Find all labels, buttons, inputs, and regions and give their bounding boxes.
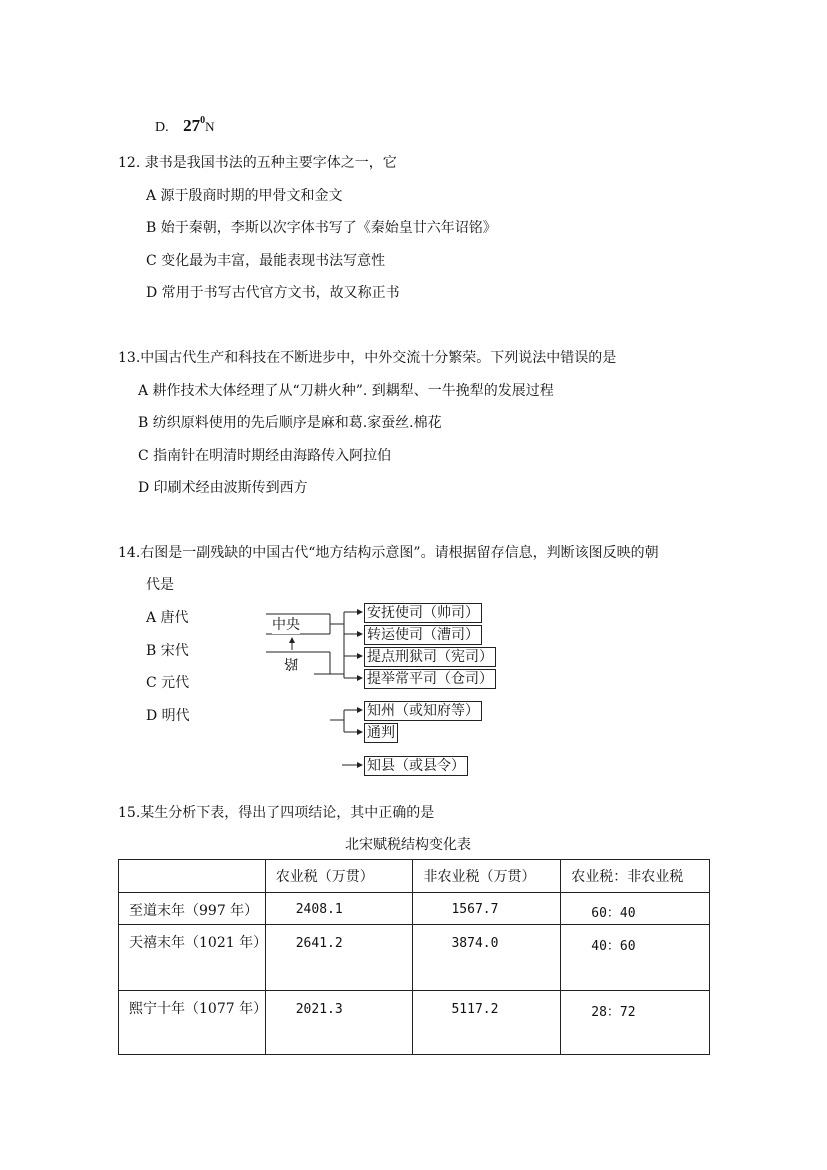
table-row [119,893,710,925]
q14-option-c: C 元代 [146,675,190,691]
diagram-center-label: 中央 [272,617,300,633]
table-row [119,991,710,1055]
table-cell: 40：60 [561,925,710,991]
table-cell: 2641.2 [265,925,413,991]
table-cell: 28：72 [561,991,710,1055]
q12-stem: 12. 隶书是我国书法的五种主要字体之一，它 [118,155,397,171]
county-box: 知县（或县令） [364,756,468,776]
q14-stem-line1: 14.右图是一副残缺的中国古代“地方结构示意图”。请根据留存信息，判断该图反映的朝 [118,545,659,561]
table-header-cell [119,860,266,893]
table-cell: 2408.1 [265,893,413,925]
q11-option-d [155,115,214,136]
route-office-anfu: 安抚使司（帅司） [364,603,482,623]
q14-option-a: A 唐代 [146,610,189,626]
table-header-row [119,860,710,893]
prefect-box: 知州（或知府等） [364,701,482,721]
route-office-tidian: 提点刑狱司（宪司） [364,647,496,667]
q14-option-d: D 明代 [146,708,190,724]
table-cell: 天禧末年（1021 年） [119,925,266,991]
q13-option-b: B 纺织原料使用的先后顺序是麻和葛.家蚕丝.棉花 [138,415,442,431]
q11-option-d-label: D. [155,120,169,135]
q11-option-d-suffix: N [205,119,215,134]
table-header-cell: 农业税：非农业税 [561,860,710,893]
table-cell: 2021.3 [265,991,413,1055]
q13-option-a: A 耕作技术大体经理了从“刀耕火种”. 到耦犁、一牛挽犁的发展过程 [138,383,554,399]
q12-option-c: C 变化最为丰富，最能表现书法写意性 [146,253,386,269]
table-cell: 1567.7 [413,893,561,925]
table-cell: 5117.2 [413,991,561,1055]
table-cell: 熙宁十年（1077 年） [119,991,266,1055]
q13-option-d: D 印刷术经由波斯传到西方 [138,480,308,496]
local-structure-diagram [260,598,500,782]
q11-option-d-value: $27^0$ [183,115,206,135]
table-header-cell: 非农业税（万贯） [413,860,561,893]
tongpan-box: 通判 [364,723,398,743]
table-title: 北宋赋税结构变化表 [345,837,471,853]
table-header-cell: 农业税（万贯） [265,860,413,893]
route-office-zhuanyun: 转运使司（漕司） [364,625,482,645]
table-cell: 至道末年（997 年） [119,893,266,925]
tax-structure-table [118,859,710,1055]
table-cell: 60：40 [561,893,710,925]
q14-stem-line2: 代是 [146,577,174,593]
q12-option-a: A 源于殷商时期的甲骨文和金文 [146,188,343,204]
q13-stem: 13.中国古代生产和科技在不断进步中，中外交流十分繁荣。下列说法中错误的是 [118,350,617,366]
q14-option-b: B 宋代 [146,643,189,659]
route-office-tiju: 提举常平司（仓司） [364,669,496,689]
diagram-route-label: 路 [284,655,298,671]
table-row [119,925,710,991]
q12-option-b: B 始于秦朝，李斯以次字体书写了《秦始皇廿六年诏铭》 [146,220,497,236]
q12-option-d: D 常用于书写古代官方文书，故又称正书 [146,285,400,301]
q13-option-c: C 指南针在明清时期经由海路传入阿拉伯 [138,448,392,464]
q15-stem: 15.某生分析下表，得出了四项结论，其中正确的是 [118,805,435,821]
table-cell: 3874.0 [413,925,561,991]
